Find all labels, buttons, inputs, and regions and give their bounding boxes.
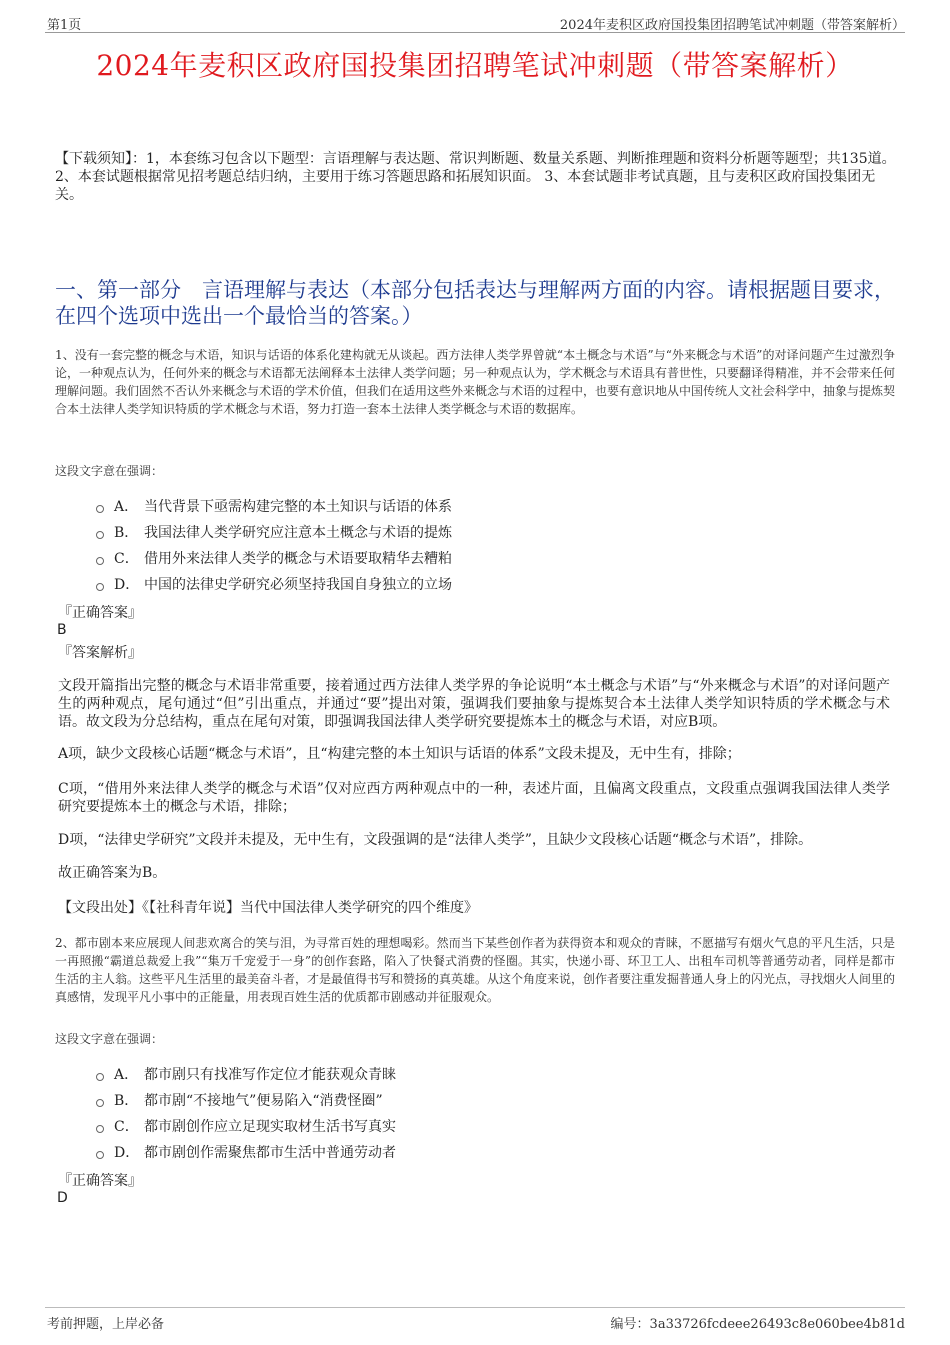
question-1-option-d[interactable]	[96, 574, 452, 594]
option-letter: B．	[114, 525, 139, 541]
option-letter: A．	[114, 499, 139, 515]
radio-icon[interactable]	[96, 1151, 104, 1159]
option-text: 借用外来法律人类学的概念与术语要取精华去糟粕	[144, 551, 452, 567]
page-number: 第1页	[47, 18, 82, 33]
radio-icon[interactable]	[96, 583, 104, 591]
answer-analysis-label: 『答案解析』	[58, 645, 142, 661]
document-id: 编号：3a33726fcdeee26493c8e060bee4b81d	[610, 1317, 905, 1332]
option-letter: C．	[114, 551, 139, 567]
running-header-title: 2024年麦积区政府国投集团招聘笔试冲刺题（带答案解析）	[559, 18, 905, 33]
analysis-paragraph: 文段开篇指出完整的概念与术语非常重要，接着通过西方法律人类学界的争论说明“本土概念与术语”与“外来概念与术语”的对译问题产生的两种观点，尾句通过“但”引出重点，并通过“要”提出对策，强调我们要抽象与提炼契合本土法律人类学知识特质的学术概念与术语。故文段为分总结构，重点在尾句对策，即强调我国法律人类学研究要提炼本土的概念与术语，对应B项。	[58, 678, 890, 730]
option-text: 都市剧创作应立足现实取材生活书写真实	[144, 1119, 396, 1135]
correct-answer-value: B	[57, 622, 67, 638]
option-letter: A．	[114, 1067, 139, 1083]
radio-icon[interactable]	[96, 557, 104, 565]
download-notice: 【下载须知】：1，本套练习包含以下题型：言语理解与表达题、常识判断题、数量关系题、判断推理题和资料分析题等题型；共135道。 2、本套试题根据常见招考题总结归纳，主要用于练习答题思路和拓展知识面。 3、本套试题非考试真题，且与麦积区政府国投集团无关。	[55, 151, 896, 203]
option-text: 中国的法律史学研究必须坚持我国自身独立的立场	[144, 577, 452, 593]
option-letter: D．	[114, 577, 140, 593]
radio-icon[interactable]	[96, 531, 104, 539]
analysis-paragraph: C项，“借用外来法律人类学的概念与术语”仅对应西方两种观点中的一种，表述片面，且偏离文段重点，文段重点强调我国法律人类学研究要提炼本土的概念与术语，排除；	[58, 781, 890, 815]
radio-icon[interactable]	[96, 1099, 104, 1107]
analysis-paragraph: A项，缺少文段核心话题“概念与术语”，且“构建完整的本土知识与话语的体系”文段未提及，无中生有，排除；	[58, 746, 741, 762]
footer-slogan: 考前押题，上岸必备	[47, 1317, 165, 1332]
option-letter: B．	[114, 1093, 139, 1109]
question-1-option-c[interactable]	[96, 548, 452, 568]
question-2-option-a[interactable]	[96, 1064, 396, 1084]
header-divider	[45, 32, 905, 33]
option-letter: D．	[114, 1145, 140, 1161]
correct-answer-value: D	[57, 1190, 68, 1206]
question-2-stem: 2、都市剧本来应展现人间悲欢离合的笑与泪，为寻常百姓的理想喝彩。然而当下某些创作者为获得资本和观众的青睐，不愿描写有烟火气息的平凡生活，只是一再照搬“霸道总裁爱上我”“集万千宠爱于一身”的创作套路，陷入了快餐式消费的怪圈。其实，快递小哥、环卫工人、出租车司机等普通劳动者，同样是都市生活的主人翁。这些平凡生活里的最美奋斗者，才是最值得书写和赞扬的真英雄。从这个角度来说，创作者要注重发掘普通人身上的闪光点，寻找烟火人间里的真感情，发现平凡小事中的正能量，用表现百姓生活的优质都市剧感动并征服观众。	[55, 936, 896, 1004]
question-2-option-b[interactable]	[96, 1090, 383, 1110]
option-text: 都市剧创作需聚焦都市生活中普通劳动者	[144, 1145, 396, 1161]
radio-icon[interactable]	[96, 505, 104, 513]
page-title: 2024年麦积区政府国投集团招聘笔试冲刺题（带答案解析）	[96, 49, 854, 82]
passage-source: 【文段出处】《【社科青年说】当代中国法律人类学研究的四个维度》	[58, 900, 478, 916]
option-text: 当代背景下亟需构建完整的本土知识与话语的体系	[144, 499, 452, 515]
question-1-option-a[interactable]	[96, 496, 452, 516]
question-2-prompt: 这段文字意在强调：	[55, 1032, 164, 1046]
analysis-paragraph: D项，“法律史学研究”文段并未提及，无中生有，文段强调的是“法律人类学”，且缺少文段核心话题“概念与术语”，排除。	[58, 832, 813, 848]
section-heading: 一、第一部分 言语理解与表达（本部分包括表达与理解两方面的内容。请根据题目要求，在四个选项中选出一个最恰当的答案。）	[55, 278, 895, 328]
question-1-option-b[interactable]	[96, 522, 452, 542]
radio-icon[interactable]	[96, 1073, 104, 1081]
radio-icon[interactable]	[96, 1125, 104, 1133]
question-2-option-d[interactable]	[96, 1142, 396, 1162]
question-2-option-c[interactable]	[96, 1116, 396, 1136]
question-1-stem: 1、没有一套完整的概念与术语，知识与话语的体系化建构就无从谈起。西方法律人类学界曾就“本土概念与术语”与“外来概念与术语”的对译问题产生过激烈争论，一种观点认为，任何外来的概念与术语都无法阐释本土法律人类学问题；另一种观点认为，学术概念与术语具有普世性，只要翻译得精准，并不会带来任何理解问题。我们固然不否认外来概念与术语的学术价值，但我们在适用这些外来概念与术语的过程中，也要有意识地从中国传统人文社会科学中，抽象与提炼契合本土法律人类学知识特质的学术概念与术语，努力打造一套本土法律人类学概念与术语的数据库。	[55, 348, 896, 416]
footer-divider	[45, 1307, 905, 1308]
option-text: 都市剧只有找准写作定位才能获观众青睐	[144, 1067, 396, 1083]
correct-answer-label: 『正确答案』	[58, 605, 142, 621]
question-1-prompt: 这段文字意在强调：	[55, 464, 164, 478]
option-text: 我国法律人类学研究应注意本土概念与术语的提炼	[144, 525, 452, 541]
option-letter: C．	[114, 1119, 139, 1135]
correct-answer-label: 『正确答案』	[58, 1173, 142, 1189]
option-text: 都市剧“不接地气”便易陷入“消费怪圈”	[144, 1093, 383, 1109]
analysis-conclusion: 故正确答案为B。	[58, 865, 167, 881]
